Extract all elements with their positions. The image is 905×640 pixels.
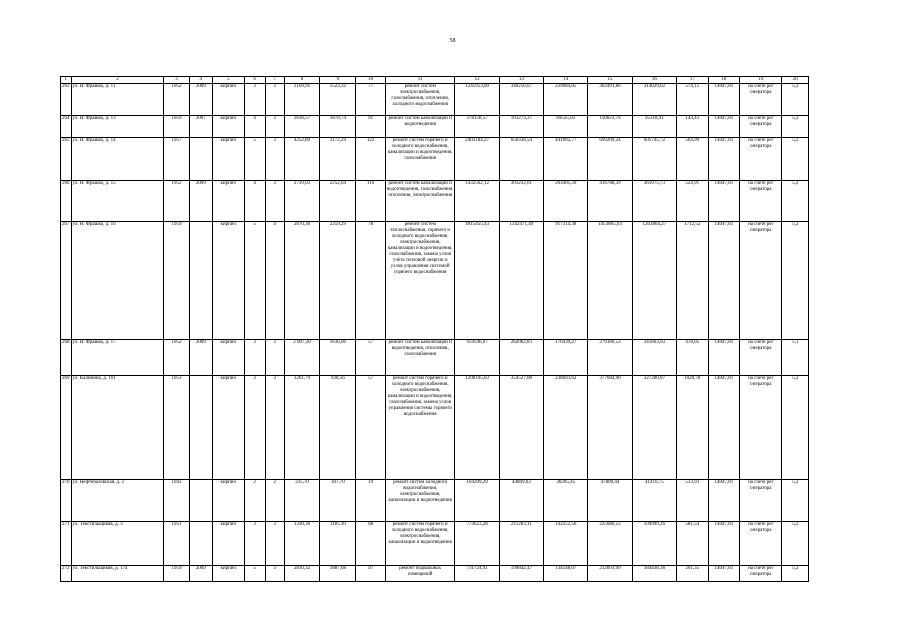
cost-per-m2-cell: 1712,52 <box>676 222 708 340</box>
fund-method-cell: на счете рег оператора <box>740 222 782 340</box>
entrances-cell: 3 <box>265 116 284 138</box>
cost-limit-cell: 14047,81 <box>708 222 740 340</box>
row-number: 264 <box>61 116 72 138</box>
cost-total-cell: 4915455,43 <box>455 222 499 340</box>
wall-material-cell: кирпич <box>212 522 244 566</box>
living-area-cell: 1185,10 <box>320 522 356 566</box>
repair-year-cell: 2009 <box>189 181 212 222</box>
row-number: 271 <box>61 522 72 566</box>
cost-per-m2-cell: 574,15 <box>676 84 708 116</box>
cost-limit-cell: 14047,81 <box>708 566 740 582</box>
fund-method-cell: на счете рег оператора <box>740 376 782 480</box>
entrances-cell: 3 <box>265 340 284 376</box>
wall-material-cell: кирпич <box>212 566 244 582</box>
table-row <box>61 480 809 522</box>
cost-share-b-cell: 69535,03 <box>544 116 588 138</box>
wall-material-cell: кирпич <box>212 376 244 480</box>
column-number: 10 <box>356 77 386 84</box>
cost-limit-cell: 14047,81 <box>708 376 740 480</box>
cost-total-cell: 1245953,09 <box>455 84 499 116</box>
term-cell: 5,2 <box>782 566 809 582</box>
entrances-cell: 3 <box>265 84 284 116</box>
living-area-cell: 307,70 <box>320 480 356 522</box>
cost-share-b-cell: 142252,56 <box>544 522 588 566</box>
cost-share-a-cell: 354527,08 <box>499 376 543 480</box>
cost-share-c-cell: 110023,79 <box>588 116 632 138</box>
cost-limit-cell: 14047,81 <box>708 340 740 376</box>
cost-share-b-cell: 263405,39 <box>544 181 588 222</box>
cost-share-d-cell: 184438,38 <box>632 566 676 582</box>
address-cell: ул. Калинина, д. 101 <box>71 376 164 480</box>
cost-limit-cell: 14047,81 <box>708 116 740 138</box>
cost-total-cell: 2403184,27 <box>455 138 499 181</box>
repair-year-cell: 2009 <box>189 84 212 116</box>
address-cell: ул. Н. Фрашко, д. 14 <box>71 138 164 181</box>
row-number: 265 <box>61 138 72 181</box>
cost-share-a-cell: 340256,67 <box>499 84 543 116</box>
repair-works-cell: ремонт систем горячего и холодного водоснабжения, электроснабжения, канализации и водоотведения, газоснабжения, замена узлов управления системы горячего водоснабжения <box>385 376 455 480</box>
table-row <box>61 522 809 566</box>
cost-limit-cell: 14047,81 <box>708 138 740 181</box>
floors-cell: 3 <box>244 522 265 566</box>
fund-method-cell: на счете рег оператора <box>740 84 782 116</box>
row-number: 272 <box>61 566 72 582</box>
cost-total-cell: 1432562,12 <box>455 181 499 222</box>
living-area-cell: 2252,64 <box>320 181 356 222</box>
repair-year-cell <box>189 376 212 480</box>
address-cell: ул. Н. Фрашко, д. 13 <box>71 116 164 138</box>
cost-share-b-cell: 238693,62 <box>544 376 588 480</box>
cost-share-b-cell: 229084,85 <box>544 84 588 116</box>
repair-year-cell <box>189 222 212 340</box>
floors-cell: 5 <box>244 138 265 181</box>
fund-method-cell: на счете рег оператора <box>740 138 782 181</box>
address-cell: ул. Нефтебазовская, д. 2 <box>71 480 164 522</box>
cost-share-d-cell: 41410,75 <box>632 480 676 522</box>
year-built-cell: 1953 <box>164 376 189 480</box>
wall-material-cell: кирпич <box>212 84 244 116</box>
column-number: 6 <box>244 77 265 84</box>
address-cell: ул. Н. Фрашко, д. 11 <box>71 84 164 116</box>
table-row <box>61 376 809 480</box>
column-number: 9 <box>320 77 356 84</box>
total-area-cell: 2 007,20 <box>284 340 320 376</box>
residents-cell: 97 <box>356 566 386 582</box>
table-row <box>61 222 809 340</box>
cost-share-c-cell: 1453805,03 <box>588 222 632 340</box>
table-row <box>61 181 809 222</box>
floors-cell: 4 <box>244 116 265 138</box>
table-row <box>61 566 809 582</box>
cost-per-m2-cell: 533,93 <box>676 480 708 522</box>
cost-share-a-cell: 1342471,49 <box>499 222 543 340</box>
column-number: 12 <box>455 77 499 84</box>
year-built-cell: 1951 <box>164 522 189 566</box>
repair-year-cell: 2009 <box>189 566 212 582</box>
repair-works-cell: ремонт систем канализации и водоотведения, газоснабжения, отопления, электроснабжения <box>385 181 455 222</box>
total-area-cell: 2810,32 <box>284 566 320 582</box>
cost-share-c-cell: 416788,39 <box>588 181 632 222</box>
living-area-cell: 1523,32 <box>320 84 356 116</box>
cost-per-m2-cell: 1028,78 <box>676 376 708 480</box>
cost-share-a-cell: 262062,83 <box>499 340 543 376</box>
cost-per-m2-cell: 581,54 <box>676 522 708 566</box>
living-area-cell: 2259,29 <box>320 222 356 340</box>
year-built-cell: 1952 <box>164 84 189 116</box>
living-area-cell: 3172,29 <box>320 138 356 181</box>
wall-material-cell: кирпич <box>212 138 244 181</box>
column-number: 7 <box>265 77 284 84</box>
cost-per-m2-cell: 143,43 <box>676 116 708 138</box>
cost-per-m2-cell: 524,91 <box>676 181 708 222</box>
residents-cell: 110 <box>356 181 386 222</box>
cost-share-c-cell: 47800,44 <box>588 480 632 522</box>
wall-material-cell: кирпич <box>212 116 244 138</box>
address-cell: ул. Н. Фрашко, д. 16 <box>71 222 164 340</box>
address-cell: ул. Н. Фрашко, д. 17 <box>71 340 164 376</box>
wall-material-cell: кирпич <box>212 340 244 376</box>
cost-per-m2-cell: 261,35 <box>676 566 708 582</box>
row-number: 270 <box>61 480 72 522</box>
column-number: 14 <box>544 77 588 84</box>
repair-works-cell: ремонт систем электроснабжения, газоснабжения, отопления, холодного водоснабжения <box>385 84 455 116</box>
column-number-row <box>61 77 809 84</box>
fund-method-cell: на счете рег оператора <box>740 522 782 566</box>
term-cell: 5,2 <box>782 376 809 480</box>
wall-material-cell: кирпич <box>212 480 244 522</box>
column-number: 11 <box>385 77 455 84</box>
residents-cell: 122 <box>356 138 386 181</box>
year-built-cell: 1959 <box>164 566 189 582</box>
total-area-cell: 1261,79 <box>284 376 320 480</box>
column-number: 3 <box>164 77 189 84</box>
repair-works-cell: ремонт систем горячего и холодного водоснабжения, канализации и водоотведения, газоснабжения <box>385 138 455 181</box>
floors-cell: 3 <box>244 340 265 376</box>
cost-share-a-cell: 103273,37 <box>499 116 543 138</box>
repair-year-cell <box>189 138 212 181</box>
table-row <box>61 138 809 181</box>
residents-cell: 57 <box>356 376 386 480</box>
cost-share-c-cell: 225086,53 <box>588 522 632 566</box>
table-row <box>61 116 809 138</box>
cost-limit-cell: 14047,81 <box>708 522 740 566</box>
residents-cell: 77 <box>356 84 386 116</box>
total-area-cell: 2636,57 <box>284 116 320 138</box>
column-number: 2 <box>71 77 164 84</box>
fund-method-cell: на счете рег оператора <box>740 116 782 138</box>
column-number: 16 <box>632 77 676 84</box>
floors-cell: 5 <box>244 222 265 340</box>
column-number: 18 <box>708 77 740 84</box>
floors-cell: 4 <box>244 181 265 222</box>
cost-total-cell: 378158,57 <box>455 116 499 138</box>
address-cell: ул. Текстильщиков, д. 17а <box>71 566 164 582</box>
repair-year-cell: 2007 <box>189 116 212 138</box>
residents-cell: 19 <box>356 480 386 522</box>
cost-share-b-cell: 30205,45 <box>544 480 588 522</box>
cost-share-b-cell: 441892,77 <box>544 138 588 181</box>
fund-method-cell: на счете рег оператора <box>740 340 782 376</box>
cost-share-a-cell: 656338,54 <box>499 138 543 181</box>
term-cell: 5,2 <box>782 181 809 222</box>
residents-cell: 68 <box>356 522 386 566</box>
total-area-cell: 335,70 <box>284 480 320 522</box>
cost-total-cell: 959546,07 <box>455 340 499 376</box>
column-number: 19 <box>740 77 782 84</box>
address-cell: ул. Текстильщиков, д. 3 <box>71 522 164 566</box>
wall-material-cell: кирпич <box>212 222 244 340</box>
row-number: 266 <box>61 181 72 222</box>
term-cell: 5,2 <box>782 138 809 181</box>
residents-cell: 78 <box>356 222 386 340</box>
cost-share-a-cell: 211283,11 <box>499 522 543 566</box>
cost-share-c-cell: 279180,53 <box>588 340 632 376</box>
total-area-cell: 4252,89 <box>284 138 320 181</box>
cost-total-cell: 731724,91 <box>455 566 499 582</box>
living-area-cell: 1887,68 <box>320 566 356 582</box>
cost-limit-cell: 14047,81 <box>708 181 740 222</box>
fund-method-cell: на счете рег оператора <box>740 566 782 582</box>
column-number: 20 <box>782 77 809 84</box>
cost-share-d-cell: 605745,72 <box>632 138 676 181</box>
total-area-cell: 2870,30 <box>284 222 320 340</box>
living-area-cell: 1878,74 <box>320 116 356 138</box>
column-number: 17 <box>676 77 708 84</box>
cost-total-cell: 1298105,63 <box>455 376 499 480</box>
address-cell: ул. Н. Фрашко, д. 15 <box>71 181 164 222</box>
cost-share-c-cell: 212893,99 <box>588 566 632 582</box>
cost-share-c-cell: 362491,86 <box>588 84 632 116</box>
entrances-cell: 4 <box>265 222 284 340</box>
cost-per-m2-cell: 478,05 <box>676 340 708 376</box>
total-area-cell: 1330,36 <box>284 522 320 566</box>
term-cell: 5,2 <box>782 116 809 138</box>
floors-cell: 3 <box>244 84 265 116</box>
term-cell: 5,2 <box>782 84 809 116</box>
living-area-cell: 938,56 <box>320 376 356 480</box>
term-cell: 5,2 <box>782 480 809 522</box>
fund-method-cell: на счете рег оператора <box>740 480 782 522</box>
entrances-cell: 3 <box>265 138 284 181</box>
cost-share-c-cell: 377684,90 <box>588 376 632 480</box>
cost-total-cell: 773623,28 <box>455 522 499 566</box>
row-number: 269 <box>61 376 72 480</box>
repair-works-cell: ремонт систем теплоснабжения, горячего и холодного водоснабжения, электроснабжения, канализации и водоотведения, газоснабжения, замена узлов учёта тепловой энергии и узлов управления системой горячего водоснабжения <box>385 222 455 340</box>
residents-cell: 57 <box>356 340 386 376</box>
column-number: 4 <box>189 77 212 84</box>
cost-per-m2-cell: 564,99 <box>676 138 708 181</box>
row-number: 268 <box>61 340 72 376</box>
cost-share-d-cell: 327200,07 <box>632 376 676 480</box>
term-cell: 5,2 <box>782 522 809 566</box>
year-built-cell: 1959 <box>164 222 189 340</box>
cost-share-a-cell: 199842,47 <box>499 566 543 582</box>
cost-share-d-cell: 361075,73 <box>632 181 676 222</box>
fund-method-cell: на счете рег оператора <box>740 181 782 222</box>
entrances-cell: 2 <box>265 480 284 522</box>
repair-works-cell: ремонт подвальных помещений <box>385 566 455 582</box>
entrances-cell: 3 <box>265 181 284 222</box>
cost-share-a-cell: 44869,63 <box>499 480 543 522</box>
repair-works-cell: ремонт систем холодного водоснабжения, электроснабжения, канализации и водоотведения <box>385 480 455 522</box>
column-number: 13 <box>499 77 543 84</box>
term-cell: 5,2 <box>782 222 809 340</box>
row-number: 263 <box>61 84 72 116</box>
year-built-cell: 1952 <box>164 340 189 376</box>
entrances-cell: 3 <box>265 566 284 582</box>
page-number: 58 <box>449 38 456 44</box>
cost-share-d-cell: 241863,03 <box>632 340 676 376</box>
year-built-cell: 1957 <box>164 138 189 181</box>
year-built-cell: 1943 <box>164 480 189 522</box>
cost-share-b-cell: 917314,38 <box>544 222 588 340</box>
cost-share-b-cell: 176439,27 <box>544 340 588 376</box>
table-row <box>61 84 809 116</box>
column-number: 5 <box>212 77 244 84</box>
year-built-cell: 1952 <box>164 181 189 222</box>
cost-share-d-cell: 1201864,27 <box>632 222 676 340</box>
cost-share-d-cell: 314029,62 <box>632 84 676 116</box>
repair-year-cell: 2009 <box>189 340 212 376</box>
cost-share-b-cell: 134548,07 <box>544 566 588 582</box>
total-area-cell: 2169,91 <box>284 84 320 116</box>
cost-share-d-cell: 194999,26 <box>632 522 676 566</box>
cost-share-a-cell: 391232,61 <box>499 181 543 222</box>
cost-share-d-cell: 95318,41 <box>632 116 676 138</box>
cost-limit-cell: 14047,81 <box>708 480 740 522</box>
row-number: 267 <box>61 222 72 340</box>
residents-cell: 91 <box>356 116 386 138</box>
living-area-cell: 1636,06 <box>320 340 356 376</box>
year-built-cell: 1959 <box>164 116 189 138</box>
term-cell: 5,1 <box>782 340 809 376</box>
floors-cell: 2 <box>244 480 265 522</box>
floors-cell: 3 <box>244 376 265 480</box>
repair-works-cell: ремонт систем канализации и водоотведения, отопления, газоснабжения <box>385 340 455 376</box>
total-area-cell: 2729,03 <box>284 181 320 222</box>
column-number: 15 <box>588 77 632 84</box>
capital-repair-table <box>60 76 809 582</box>
column-number: 8 <box>284 77 320 84</box>
repair-year-cell <box>189 480 212 522</box>
floors-cell: 5 <box>244 566 265 582</box>
repair-works-cell: ремонт систем горячего и холодного водоснабжения, электроснабжения, канализации и водоотведения <box>385 522 455 566</box>
cost-limit-cell: 14047,81 <box>708 84 740 116</box>
repair-year-cell <box>189 522 212 566</box>
wall-material-cell: кирпич <box>212 181 244 222</box>
entrances-cell: 3 <box>265 522 284 566</box>
entrances-cell: 3 <box>265 376 284 480</box>
column-number: 1 <box>61 77 72 84</box>
cost-total-cell: 164209,29 <box>455 480 499 522</box>
cost-share-c-cell: 699209,24 <box>588 138 632 181</box>
repair-works-cell: ремонт систем канализации и водоотведения <box>385 116 455 138</box>
table-row <box>61 340 809 376</box>
